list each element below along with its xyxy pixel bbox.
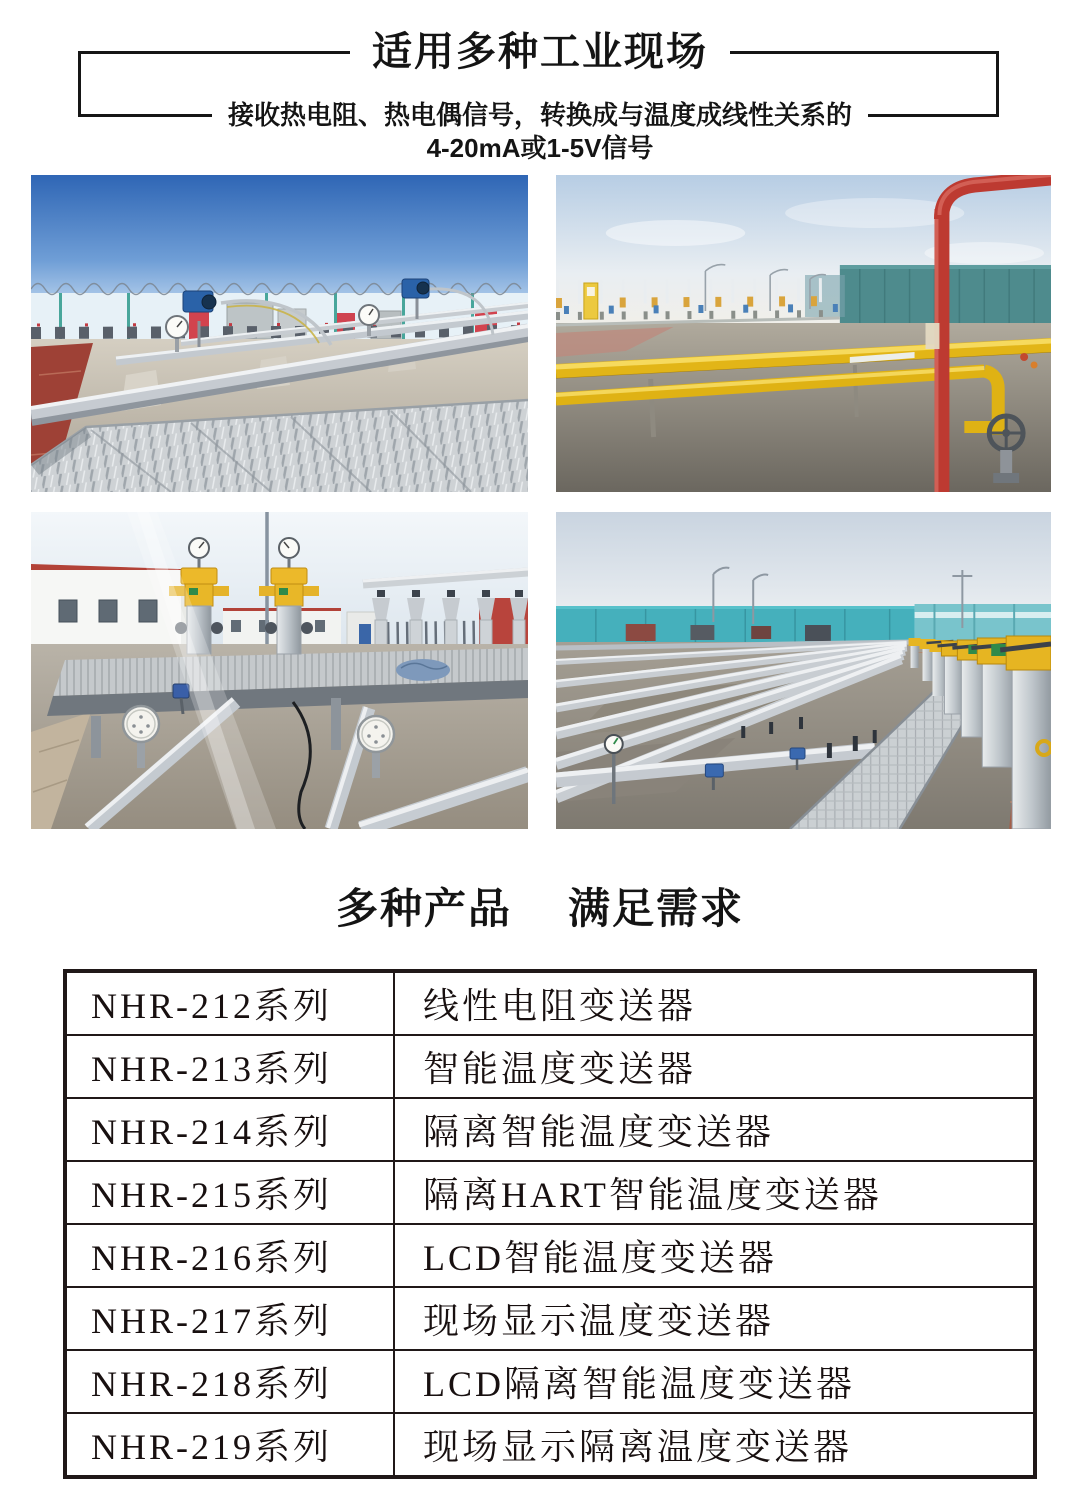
table-row (65, 971, 1035, 1035)
site-photo-1-image (31, 175, 528, 492)
product-cell: 线性电阻变送器 (394, 971, 1035, 1035)
table-row (65, 1224, 1035, 1287)
table-row (65, 1098, 1035, 1161)
product-cell: 现场显示温度变送器 (394, 1287, 1035, 1350)
products-title-left: 多种产品 (335, 885, 512, 932)
hero-subtitle-line1: 接收热电阻、热电偶信号，转换成与温度成线性关系的 (212, 99, 868, 132)
product-cell: 现场显示隔离温度变送器 (394, 1413, 1035, 1477)
series-cell: NHR-215系列 (65, 1161, 394, 1224)
product-cell: 隔离HART智能温度变送器 (394, 1161, 1035, 1224)
series-cell: NHR-219系列 (65, 1413, 394, 1477)
site-photo-2-image (556, 175, 1051, 492)
series-cell: NHR-214系列 (65, 1098, 394, 1161)
site-photo-2 (556, 175, 1051, 492)
page-title: 适用多种工业现场 (350, 26, 730, 78)
product-cell: 隔离智能温度变送器 (394, 1098, 1035, 1161)
series-cell: NHR-217系列 (65, 1287, 394, 1350)
photo-grid (0, 175, 1080, 829)
table-row (65, 1413, 1035, 1477)
hero-section (0, 0, 1080, 175)
products-table (63, 969, 1037, 1479)
product-cell: LCD智能温度变送器 (394, 1224, 1035, 1287)
products-title-right: 满足需求 (568, 885, 745, 932)
site-photo-3-image (31, 512, 528, 829)
product-cell: LCD隔离智能温度变送器 (394, 1350, 1035, 1413)
series-cell: NHR-212系列 (65, 971, 394, 1035)
table-row (65, 1287, 1035, 1350)
table-row (65, 1035, 1035, 1098)
site-photo-4 (556, 512, 1051, 829)
site-photo-4-image (556, 512, 1051, 829)
table-row (65, 1350, 1035, 1413)
site-photo-1 (31, 175, 528, 492)
series-cell: NHR-213系列 (65, 1035, 394, 1098)
series-cell: NHR-216系列 (65, 1224, 394, 1287)
table-row (65, 1161, 1035, 1224)
series-cell: NHR-218系列 (65, 1350, 394, 1413)
site-photo-3 (31, 512, 528, 829)
hero-subtitle-line2: 4-20mA或1-5V信号 (426, 133, 654, 163)
products-section-title (0, 884, 1080, 934)
product-cell: 智能温度变送器 (394, 1035, 1035, 1098)
